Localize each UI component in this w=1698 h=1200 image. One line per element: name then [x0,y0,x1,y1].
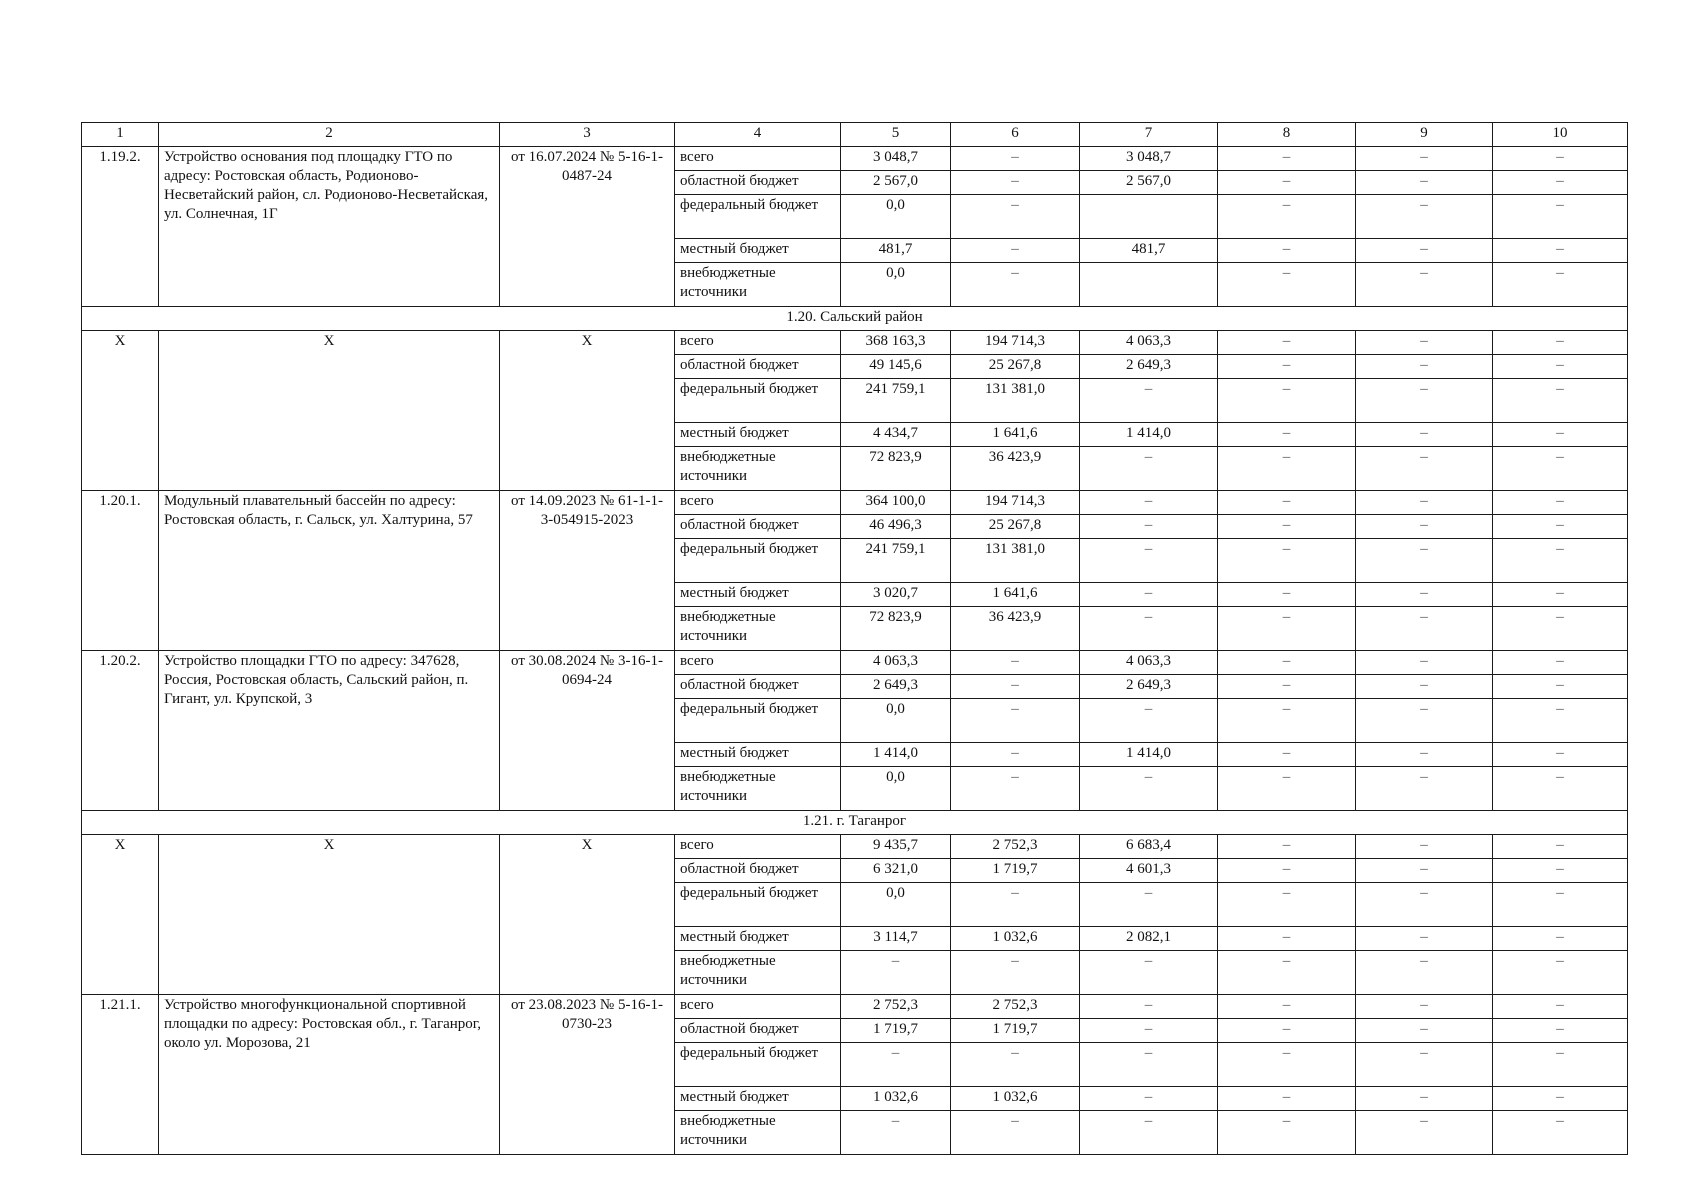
item-document: от 14.09.2023 № 61-1-1-3-054915-2023 [500,491,675,651]
value-cell: – [1218,607,1356,651]
value-cell: – [1356,331,1493,355]
item-document: от 30.08.2024 № 3-16-1-0694-24 [500,651,675,811]
value-cell: 4 063,3 [1080,331,1218,355]
value-cell: 2 649,3 [1080,355,1218,379]
value-cell: – [1080,1043,1218,1087]
header-cell: 3 [500,123,675,147]
value-cell: – [951,171,1080,195]
value-cell: 4 063,3 [1080,651,1218,675]
value-cell: – [1356,743,1493,767]
value-cell: – [1493,859,1628,883]
value-cell: – [1356,859,1493,883]
header-cell: 2 [159,123,500,147]
item-number: 1.21.1. [82,995,159,1155]
value-cell: 2 567,0 [1080,171,1218,195]
value-cell: 1 414,0 [841,743,951,767]
section-row [82,307,1628,331]
value-cell: – [1493,263,1628,307]
value-cell: – [1356,1043,1493,1087]
value-cell: – [1218,835,1356,859]
value-cell: – [1493,1043,1628,1087]
value-cell: – [1080,699,1218,743]
value-cell: 0,0 [841,767,951,811]
value-cell: – [1080,1087,1218,1111]
value-cell: – [951,263,1080,307]
funding-source-label: внебюджетные источники [675,767,841,811]
value-cell: – [1356,1111,1493,1155]
table-row [82,491,1628,515]
value-cell: – [1218,743,1356,767]
funding-source-label: областной бюджет [675,1019,841,1043]
item-number: Х [82,331,159,491]
value-cell: – [1218,883,1356,927]
value-cell: – [1493,767,1628,811]
header-row [82,123,1628,147]
value-cell: – [951,951,1080,995]
value-cell: – [1218,651,1356,675]
funding-source-label: федеральный бюджет [675,379,841,423]
item-document: Х [500,331,675,491]
value-cell: 364 100,0 [841,491,951,515]
funding-source-label: федеральный бюджет [675,539,841,583]
value-cell: – [1080,995,1218,1019]
value-cell: – [1218,263,1356,307]
value-cell: – [1493,675,1628,699]
value-cell: – [1080,379,1218,423]
value-cell: – [951,1043,1080,1087]
value-cell: – [841,1043,951,1087]
value-cell: – [1218,447,1356,491]
item-name: Х [159,835,500,995]
value-cell: 0,0 [841,195,951,239]
item-number: Х [82,835,159,995]
value-cell: 1 719,7 [951,1019,1080,1043]
value-cell: – [1080,767,1218,811]
value-cell: – [951,195,1080,239]
value-cell: – [1493,835,1628,859]
value-cell: 72 823,9 [841,447,951,491]
value-cell: – [1218,583,1356,607]
table-row [82,331,1628,355]
value-cell: – [1218,927,1356,951]
value-cell: – [1493,491,1628,515]
funding-source-label: внебюджетные источники [675,447,841,491]
value-cell: – [1218,767,1356,811]
value-cell: 4 063,3 [841,651,951,675]
value-cell: – [1493,995,1628,1019]
value-cell: – [951,743,1080,767]
value-cell: – [1080,883,1218,927]
value-cell: 194 714,3 [951,331,1080,355]
item-number: 1.19.2. [82,147,159,307]
value-cell: – [1218,675,1356,699]
value-cell: – [951,239,1080,263]
value-cell: 4 601,3 [1080,859,1218,883]
item-name: Устройство многофункциональной спортивной площадки по адресу: Ростовская обл., г. Таганрог, около ул. Морозова, 21 [159,995,500,1155]
value-cell: – [1493,951,1628,995]
funding-source-label: областной бюджет [675,355,841,379]
value-cell: 1 719,7 [841,1019,951,1043]
value-cell: – [1356,835,1493,859]
value-cell: – [1218,147,1356,171]
value-cell: – [1356,883,1493,927]
value-cell: – [1218,859,1356,883]
funding-source-label: местный бюджет [675,1087,841,1111]
value-cell: 46 496,3 [841,515,951,539]
header-cell: 9 [1356,123,1493,147]
section-title: 1.21. г. Таганрог [82,811,1628,835]
value-cell: – [1493,607,1628,651]
value-cell: 241 759,1 [841,379,951,423]
value-cell: – [1493,447,1628,491]
value-cell: – [1493,743,1628,767]
funding-source-label: всего [675,995,841,1019]
value-cell: – [1356,995,1493,1019]
value-cell: – [841,951,951,995]
funding-source-label: областной бюджет [675,171,841,195]
value-cell: – [1493,883,1628,927]
value-cell: – [1218,331,1356,355]
table-row [82,651,1628,675]
funding-source-label: областной бюджет [675,859,841,883]
value-cell: 3 048,7 [841,147,951,171]
funding-source-label: федеральный бюджет [675,883,841,927]
value-cell: 1 032,6 [951,1087,1080,1111]
funding-source-label: внебюджетные источники [675,1111,841,1155]
value-cell [1080,263,1218,307]
value-cell: 25 267,8 [951,515,1080,539]
value-cell: – [1218,379,1356,423]
value-cell: 0,0 [841,883,951,927]
value-cell: – [1356,607,1493,651]
section-title: 1.20. Сальский район [82,307,1628,331]
value-cell: – [1493,699,1628,743]
value-cell: – [1356,1087,1493,1111]
value-cell: – [1493,379,1628,423]
value-cell: – [1356,355,1493,379]
value-cell: 3 114,7 [841,927,951,951]
value-cell: 1 414,0 [1080,743,1218,767]
value-cell: 0,0 [841,699,951,743]
value-cell: – [1218,239,1356,263]
header-cell: 5 [841,123,951,147]
value-cell: – [1218,699,1356,743]
value-cell: – [1218,1087,1356,1111]
value-cell: – [1493,171,1628,195]
value-cell: – [1493,1111,1628,1155]
item-number: 1.20.2. [82,651,159,811]
value-cell: 1 719,7 [951,859,1080,883]
funding-source-label: местный бюджет [675,583,841,607]
value-cell: 481,7 [1080,239,1218,263]
value-cell: 6 321,0 [841,859,951,883]
funding-source-label: всего [675,835,841,859]
value-cell: – [1080,539,1218,583]
value-cell: – [1356,1019,1493,1043]
value-cell: – [1356,147,1493,171]
header-cell: 6 [951,123,1080,147]
value-cell: – [1218,171,1356,195]
funding-source-label: федеральный бюджет [675,195,841,239]
header-cell: 4 [675,123,841,147]
funding-source-label: федеральный бюджет [675,1043,841,1087]
item-number: 1.20.1. [82,491,159,651]
funding-source-label: всего [675,331,841,355]
funding-source-label: местный бюджет [675,239,841,263]
value-cell: 0,0 [841,263,951,307]
value-cell: – [1356,699,1493,743]
funding-source-label: всего [675,491,841,515]
value-cell: – [951,699,1080,743]
value-cell: – [1493,1087,1628,1111]
funding-source-label: всего [675,147,841,171]
value-cell: – [1356,491,1493,515]
value-cell: 72 823,9 [841,607,951,651]
value-cell: 368 163,3 [841,331,951,355]
value-cell: – [1493,927,1628,951]
table-body [82,123,1628,1155]
value-cell: – [1493,515,1628,539]
value-cell: – [1218,1043,1356,1087]
value-cell: – [1356,539,1493,583]
financing-table [81,122,1628,1155]
value-cell: 2 752,3 [951,995,1080,1019]
header-cell: 1 [82,123,159,147]
item-name: Модульный плавательный бассейн по адресу: Ростовская область, г. Сальск, ул. Халтурина, 57 [159,491,500,651]
value-cell: 36 423,9 [951,447,1080,491]
funding-source-label: внебюджетные источники [675,951,841,995]
value-cell: 2 082,1 [1080,927,1218,951]
value-cell: – [1493,651,1628,675]
value-cell: – [1493,195,1628,239]
value-cell: 131 381,0 [951,379,1080,423]
value-cell: – [951,883,1080,927]
value-cell: – [1493,355,1628,379]
value-cell: 194 714,3 [951,491,1080,515]
table-row [82,835,1628,859]
value-cell: 2 752,3 [841,995,951,1019]
value-cell: – [1493,239,1628,263]
value-cell: – [1356,583,1493,607]
value-cell: – [1218,539,1356,583]
value-cell: – [1218,355,1356,379]
value-cell: – [1356,951,1493,995]
value-cell: – [1356,379,1493,423]
item-name: Х [159,331,500,491]
value-cell: – [951,651,1080,675]
item-document: от 16.07.2024 № 5-16-1-0487-24 [500,147,675,307]
value-cell: – [1218,995,1356,1019]
funding-source-label: внебюджетные источники [675,263,841,307]
value-cell: 2 752,3 [951,835,1080,859]
item-document: Х [500,835,675,995]
value-cell: 481,7 [841,239,951,263]
value-cell: 3 048,7 [1080,147,1218,171]
value-cell: – [1493,423,1628,447]
value-cell: – [1493,539,1628,583]
value-cell: – [1356,171,1493,195]
value-cell: – [1356,195,1493,239]
value-cell: 3 020,7 [841,583,951,607]
value-cell: – [951,767,1080,811]
value-cell: – [1356,447,1493,491]
value-cell: – [1080,607,1218,651]
value-cell: – [841,1111,951,1155]
value-cell: – [1080,515,1218,539]
funding-source-label: внебюджетные источники [675,607,841,651]
header-cell: 10 [1493,123,1628,147]
value-cell: – [1218,515,1356,539]
header-cell: 7 [1080,123,1218,147]
value-cell: – [1493,147,1628,171]
value-cell: 1 032,6 [841,1087,951,1111]
table-row [82,147,1628,171]
value-cell: – [1218,951,1356,995]
item-name: Устройство основания под площадку ГТО по адресу: Ростовская область, Родионово-Несветайский район, сл. Родионово-Несветайская, ул. Солнечная, 1Г [159,147,500,307]
value-cell: – [1080,1111,1218,1155]
funding-source-label: областной бюджет [675,675,841,699]
value-cell: – [1356,423,1493,447]
value-cell [1080,195,1218,239]
funding-source-label: областной бюджет [675,515,841,539]
value-cell: – [1493,331,1628,355]
value-cell: 25 267,8 [951,355,1080,379]
value-cell: 49 145,6 [841,355,951,379]
item-document: от 23.08.2023 № 5-16-1-0730-23 [500,995,675,1155]
value-cell: – [1356,515,1493,539]
value-cell: – [1356,675,1493,699]
value-cell: – [1493,583,1628,607]
funding-source-label: федеральный бюджет [675,699,841,743]
value-cell: – [1493,1019,1628,1043]
funding-source-label: местный бюджет [675,743,841,767]
value-cell: – [1356,263,1493,307]
value-cell: – [1356,767,1493,811]
value-cell: – [1356,927,1493,951]
funding-source-label: местный бюджет [675,927,841,951]
value-cell: – [951,675,1080,699]
value-cell: 131 381,0 [951,539,1080,583]
value-cell: – [1218,1111,1356,1155]
funding-source-label: местный бюджет [675,423,841,447]
section-row [82,811,1628,835]
value-cell: – [1080,447,1218,491]
value-cell: 241 759,1 [841,539,951,583]
value-cell: 1 414,0 [1080,423,1218,447]
value-cell: 36 423,9 [951,607,1080,651]
value-cell: – [951,1111,1080,1155]
value-cell: 9 435,7 [841,835,951,859]
value-cell: – [1080,491,1218,515]
value-cell: 2 649,3 [841,675,951,699]
value-cell: – [1218,1019,1356,1043]
value-cell: 6 683,4 [1080,835,1218,859]
value-cell: – [951,147,1080,171]
value-cell: – [1356,651,1493,675]
value-cell: – [1080,1019,1218,1043]
value-cell: 2 567,0 [841,171,951,195]
value-cell: 4 434,7 [841,423,951,447]
item-name: Устройство площадки ГТО по адресу: 347628, Россия, Ростовская область, Сальский район, п. Гигант, ул. Крупской, 3 [159,651,500,811]
value-cell: – [1218,423,1356,447]
value-cell: – [1218,491,1356,515]
value-cell: – [1080,583,1218,607]
funding-source-label: всего [675,651,841,675]
value-cell: 1 641,6 [951,423,1080,447]
value-cell: 2 649,3 [1080,675,1218,699]
header-cell: 8 [1218,123,1356,147]
value-cell: 1 641,6 [951,583,1080,607]
value-cell: – [1356,239,1493,263]
value-cell: – [1080,951,1218,995]
table-row [82,995,1628,1019]
value-cell: – [1218,195,1356,239]
value-cell: 1 032,6 [951,927,1080,951]
